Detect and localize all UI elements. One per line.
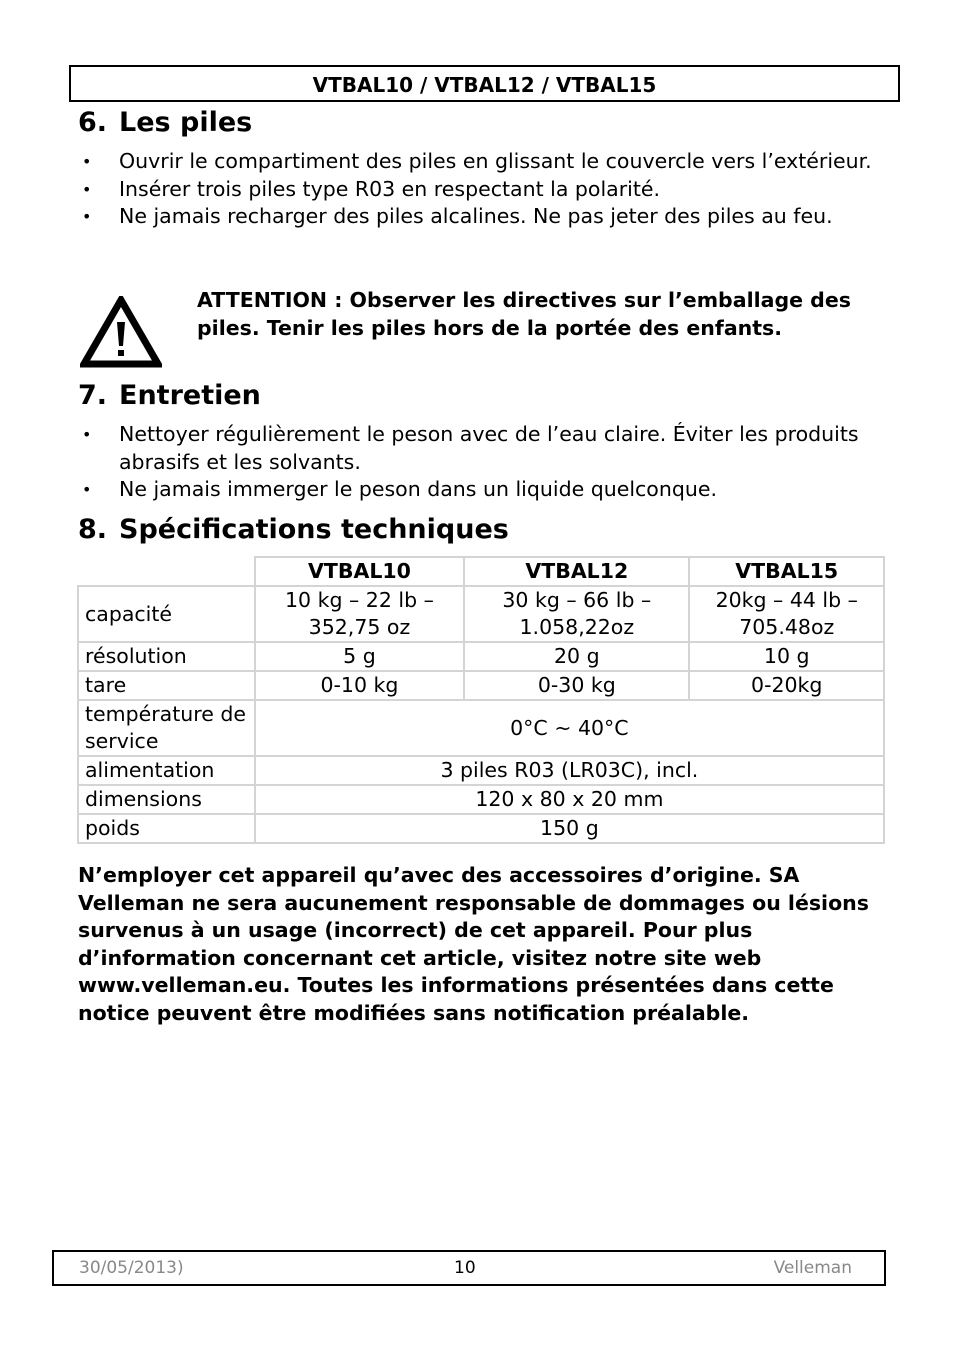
row-label: dimensions: [78, 785, 255, 814]
list-item: [78, 203, 878, 231]
row-label: tare: [78, 671, 255, 700]
table-row: [78, 785, 884, 814]
list-item: [78, 421, 878, 476]
table-row: [78, 700, 884, 756]
list-item-text: Ne jamais immerger le peson dans un liquide quelconque.: [119, 477, 717, 502]
page-footer: [52, 1250, 886, 1286]
footer-brand: Velleman: [773, 1258, 852, 1278]
list-item-text: Insérer trois piles type R03 en respectant la polarité.: [119, 176, 660, 201]
header-title: VTBAL10 / VTBAL12 / VTBAL15: [312, 73, 657, 97]
list-item-text: Nettoyer régulièrement le peson avec de l’eau claire. Éviter les produits abrasifs et les solvants.: [119, 422, 859, 474]
table-cell: 10 kg – 22 lb – 352,75 oz: [255, 586, 464, 642]
battery-warning-text: ATTENTION : Observer les directives sur l’emballage des piles. Tenir les piles hors de la portée des enfants.: [197, 288, 851, 340]
section-8-number: 8.: [78, 514, 108, 545]
table-cell: 20 g: [464, 642, 689, 671]
section-7-heading: [78, 380, 261, 412]
table-cell: 0-30 kg: [464, 671, 689, 700]
table-corner-cell: [78, 557, 255, 586]
row-label: résolution: [78, 642, 255, 671]
section-6-heading: [78, 107, 252, 139]
list-item-text: Ne jamais recharger des piles alcalines. Ne pas jeter des piles au feu.: [119, 204, 833, 229]
column-header: VTBAL10: [255, 557, 464, 586]
list-item: [78, 176, 878, 204]
list-item-text: Ouvrir le compartiment des piles en glissant le couvercle vers l’extérieur.: [119, 149, 872, 173]
table-row: [78, 756, 884, 785]
column-header: VTBAL12: [464, 557, 689, 586]
table-cell: 0-20kg: [689, 671, 884, 700]
footer-date: 30/05/2013): [79, 1258, 184, 1278]
table-cell: 30 kg – 66 lb – 1.058,22oz: [464, 586, 689, 642]
table-row: [78, 671, 884, 700]
section-7-number: 7.: [78, 380, 108, 411]
section-7-list: [78, 421, 878, 504]
warning-triangle-icon: [80, 296, 162, 368]
table-header-row: [78, 557, 884, 586]
section-6-list: [78, 148, 878, 231]
table-cell: 20kg – 44 lb – 705.48oz: [689, 586, 884, 642]
row-label: température de service: [78, 700, 255, 756]
legal-notice: N’employer cet appareil qu’avec des accessoires d’origine. SA Velleman ne sera aucunement responsable de dommages ou lésions survenus à un usage (incorrect) de cet appareil. Pour plus d’information concernant cet article, visitez notre site web www.velleman.eu. Toutes les informations présentées dans cette notice peuvent être modifiées sans notification préalable.: [78, 863, 869, 1025]
section-7-title: Entretien: [119, 380, 261, 411]
table-cell: 0-10 kg: [255, 671, 464, 700]
section-8-title: Spécifications techniques: [119, 514, 509, 545]
table-cell: 5 g: [255, 642, 464, 671]
section-6-number: 6.: [78, 107, 108, 138]
row-label: alimentation: [78, 756, 255, 785]
table-cell: 10 g: [689, 642, 884, 671]
table-cell: 3 piles R03 (LR03C), incl.: [255, 756, 884, 785]
specifications-table: [77, 556, 885, 844]
table-cell: 150 g: [255, 814, 884, 843]
table-row: [78, 642, 884, 671]
table-cell: 0°C ~ 40°C: [255, 700, 884, 756]
table-row: [78, 814, 884, 843]
list-item: [78, 476, 878, 504]
page-header: [69, 65, 900, 102]
list-item: [78, 148, 878, 176]
row-label: capacité: [78, 586, 255, 642]
column-header: VTBAL15: [689, 557, 884, 586]
section-6-title: Les piles: [119, 107, 253, 138]
page-number: 10: [454, 1258, 476, 1278]
table-row: [78, 586, 884, 642]
row-label: poids: [78, 814, 255, 843]
section-8-heading: [78, 514, 509, 546]
table-cell: 120 x 80 x 20 mm: [255, 785, 884, 814]
